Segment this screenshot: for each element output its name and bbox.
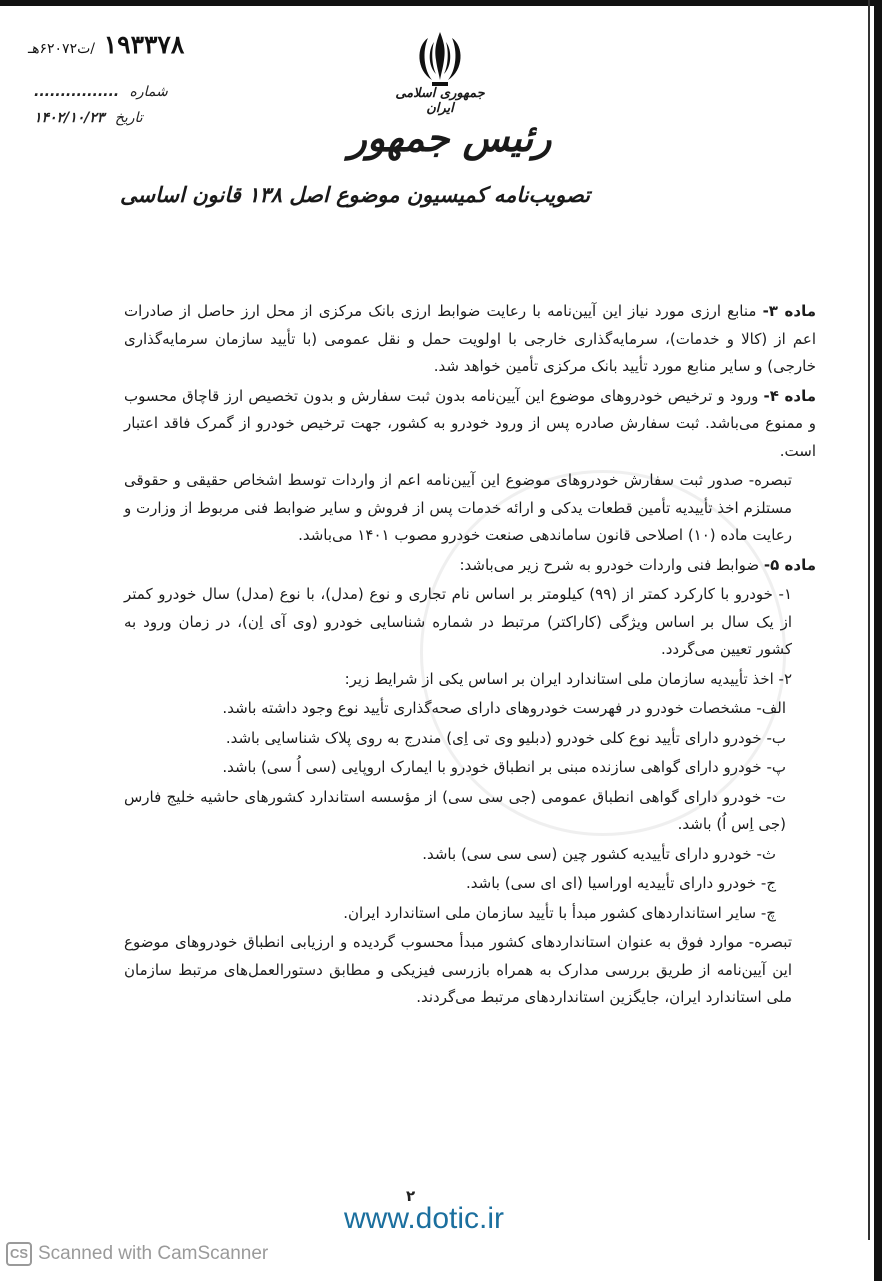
clause-2-pe: پ- خودرو دارای گواهی سازنده مبنی بر انطباق خودرو با ایمارک اروپایی (سی اُ سی) باشد.: [222, 758, 786, 776]
reference-number: [22, 30, 184, 59]
document-subtitle: تصویب‌نامه کمیسیون موضوع اصل ۱۳۸ قانون اساسی: [119, 182, 590, 207]
page-top-border: [0, 0, 882, 6]
clause-2-se: ث- خودرو دارای تأییدیه کشور چین (سی سی سی) باشد.: [422, 844, 776, 863]
clause-2-alef: الف- مشخصات خودرو در فهرست خودروهای دارای صحه‌گذاری تأیید نوع وجود داشته باشد.: [222, 699, 786, 717]
article-4-text: ورود و ترخیص خودروهای موضوع این آیین‌نامه بدون ثبت سفارش و بدون تخصیص ارز قاچاق محسوب و ممنوع می‌باشد. ثبت سفارش صادره پس از ورود خودرو به کشور، جهت ترخیص خودرو از گمرک فاقد اعتبار است.: [124, 386, 816, 460]
date-field: [34, 110, 143, 126]
clause-2-che: چ- سایر استانداردهای کشور مبدأ با تأیید سازمان ملی استاندارد ایران.: [343, 903, 776, 922]
reference-number-prefix: /ت۶۲۰۷۲هـ: [28, 41, 95, 57]
article-3-heading: ماده ۳-: [762, 302, 816, 320]
reference-number-value: ۱۹۳۳۷۸: [103, 30, 185, 59]
clause-2-te: ت- خودرو دارای گواهی انطباق عمومی (جی سی سی) از مؤسسه استاندارد کشورهای حاشیه خلیج فارس (جی اِس اُ) باشد.: [124, 787, 786, 833]
article-5: [124, 552, 816, 580]
clause-2-jim: ج- خودرو دارای تأییدیه اوراسیا (ای ای سی) باشد.: [466, 874, 776, 892]
republic-title: جمهوری اسلامی ایران: [395, 86, 485, 116]
camscanner-text: Scanned with CamScanner: [38, 1243, 269, 1264]
article-3: [124, 298, 816, 381]
document-body: [124, 298, 816, 1014]
number-value: ................: [34, 84, 120, 100]
clause-2-be: ب- خودرو دارای تأیید نوع کلی خودرو (دبلیو وی تی اِی) مندرج به روی پلاک شناسایی باشد.: [225, 728, 786, 747]
article-3-text: منابع ارزی مورد نیاز این آیین‌نامه با رعایت ضوابط ارزی بانک مرکزی از محل ارز حاصل از صادرات اعم از (کالا و خدمات)، سرمایه‌گذاری خارجی با اولویت حمل و نقل عمومی (با تأیید سازمان سرمایه‌گذاری خارجی) و سایر منابع مورد تأیید بانک مرکزی تأمین خواهد شد.: [124, 302, 816, 375]
article-5-text: ضوابط فنی واردات خودرو به شرح زیر می‌باشد:: [459, 555, 764, 574]
article-4: [124, 383, 816, 466]
president-title: رئیس جمهور: [348, 115, 552, 160]
website-watermark: www.dotic.ir: [344, 1202, 505, 1235]
date-value: ۱۴۰۲/۱۰/۲۳: [34, 110, 105, 126]
number-field: [34, 84, 168, 100]
page-number: ۲: [406, 1187, 416, 1205]
article-4-heading: ماده ۴-: [763, 386, 816, 405]
clause-1: ۱- خودرو با کارکرد کمتر از (۹۹) کیلومتر بر اساس نام تجاری و نوع (مدل)، با نوع (مدل) سال خودرو کمتر از یک سال بر اساس ویژگی (کاراکتر) مرتبط در شماره شناسایی خودرو (وی آی اِن)، در زمان ورود به کشور تعیین می‌گردد.: [124, 585, 792, 658]
camscanner-icon: CS: [6, 1242, 32, 1266]
camscanner-watermark: [6, 1242, 268, 1266]
number-label: شماره: [129, 84, 168, 100]
page-right-border: [874, 0, 882, 1281]
page-right-inner-line: [868, 0, 870, 1240]
iran-emblem-icon: [410, 28, 470, 92]
date-label: تاریخ: [114, 110, 143, 126]
note-article-4: تبصره- صدور ثبت سفارش خودروهای موضوع این آیین‌نامه اعم از واردات توسط اشخاص حقیقی و حقوقی مستلزم اخذ تأییدیه تأمین قطعات یدکی و ارائه خدمات پس از فروش و سایر ضوابط فنی مربوط از وزارت و رعایت ماده (۱۰) اصلاحی قانون ساماندهی صنعت خودرو مصوب ۱۴۰۱ می‌باشد.: [124, 471, 792, 544]
clause-2: ۲- اخذ تأییدیه سازمان ملی استاندارد ایران بر اساس یکی از شرایط زیر:: [344, 669, 792, 688]
article-5-heading: ماده ۵-: [763, 555, 816, 574]
note-article-5: تبصره- موارد فوق به عنوان استانداردهای کشور مبدأ محسوب گردیده و ارزیابی انطباق خودروهای موضوع این آیین‌نامه از طریق بررسی مدارک به همراه بازرسی فیزیکی و مطابق دستورالعمل‌های مرتبط سازمان ملی استاندارد ایران، جایگزین استانداردهای مرتبط می‌گردند.: [124, 933, 792, 1006]
